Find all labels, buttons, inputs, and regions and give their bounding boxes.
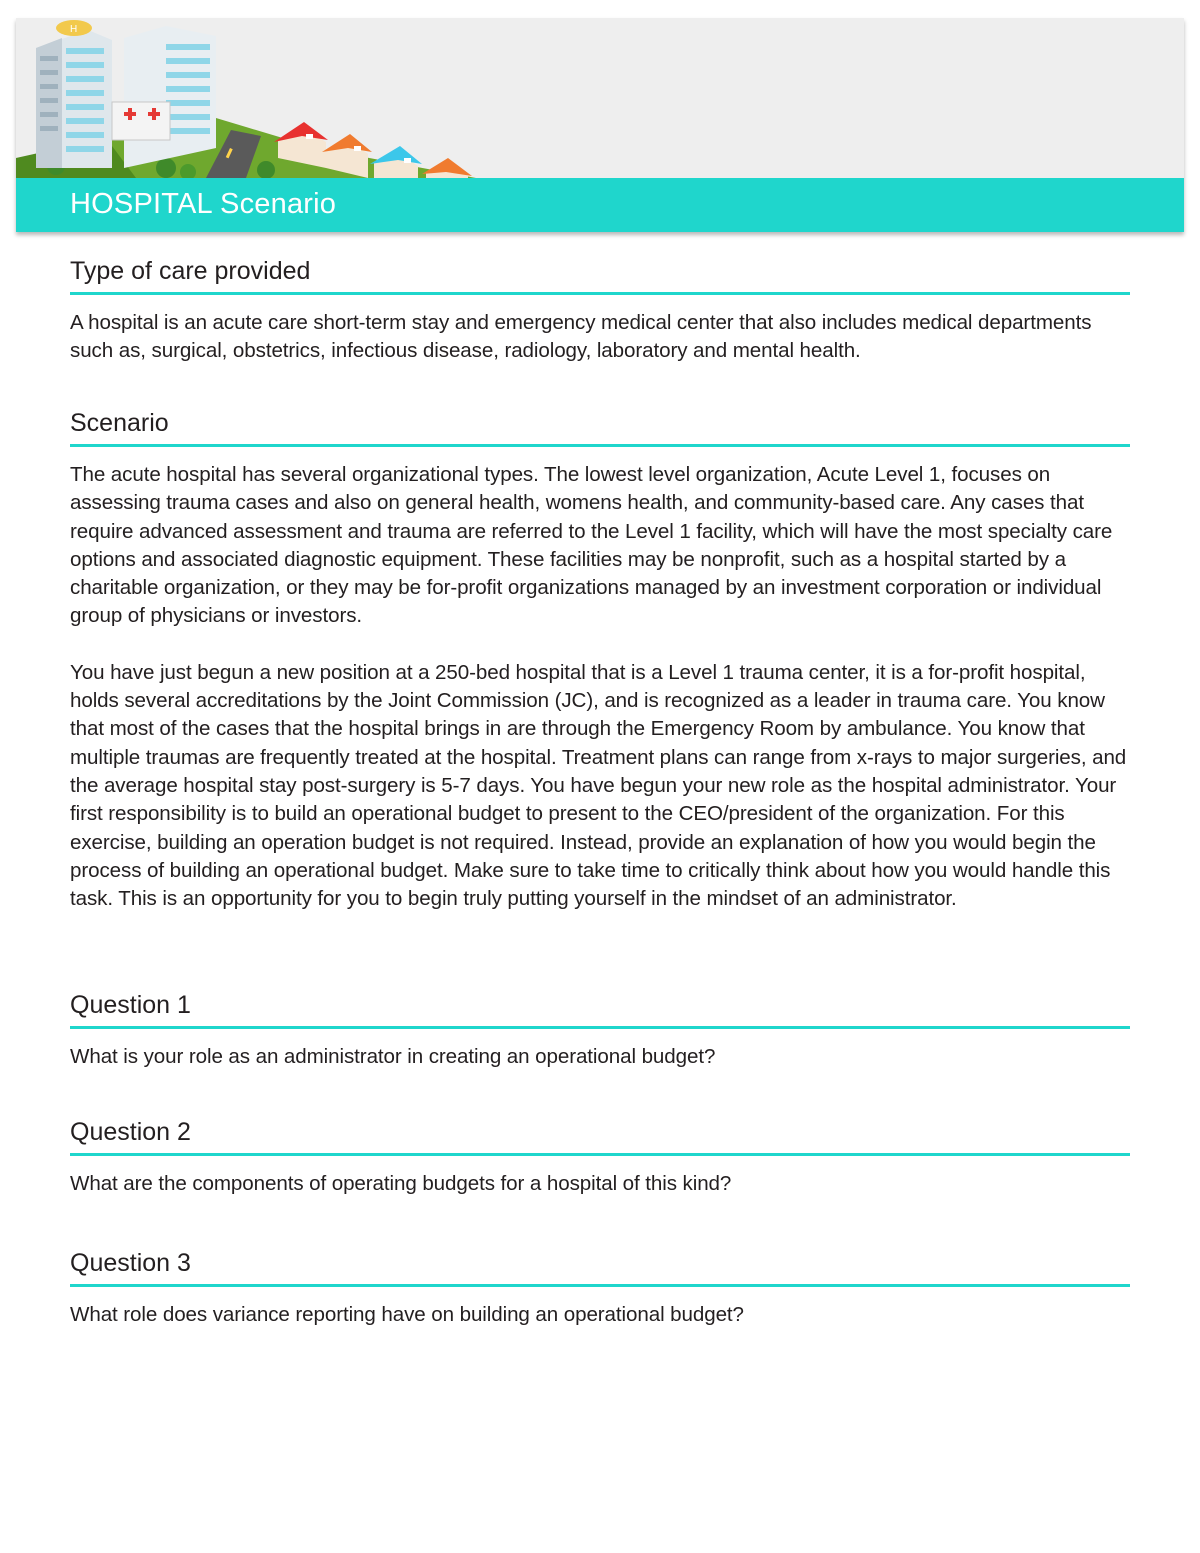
hospital-illustration (16, 18, 476, 178)
title-bar (16, 178, 1184, 232)
section-heading: Question 1 (70, 990, 1130, 1029)
question-text: What are the components of operating budgets for a hospital of this kind? (70, 1172, 732, 1195)
section-question-3 (70, 1248, 1130, 1329)
section-heading: Type of care provided (70, 256, 1130, 295)
section-scenario (70, 408, 1130, 913)
section-paragraph: A hospital is an acute care short-term stay and emergency medical center that also includes medical departments such as, surgical, obstetrics, infectious disease, radiology, laboratory and mental health. (70, 311, 1092, 363)
section-paragraph: You have just begun a new position at a 250-bed hospital that is a Level 1 trauma center, it is a for-profit hospital, holds several accreditations by the Joint Commission (JC), and is recognized as a leader in trauma care. You know that most of the cases that the hospital brings in are through the Emergency Room by ambulance. You know that multiple traumas are frequently treated at the hospital. Treatment plans can range from x-rays to major surgeries, and the average hospital stay post-surgery is 5-7 days. You have begun your new role as the hospital administrator. Your first responsibility is to build an operational budget to present to the CEO/president of the organization. For this exercise, building an operation budget is not required. Instead, provide an explanation of how you would begin the process of building an operational budget. Make sure to take time to critically think about how you would handle this task. This is an opportunity for you to begin truly putting yourself in the mindset of an administrator. (70, 660, 1127, 911)
banner-image-area (16, 18, 1184, 178)
svg-text:H: H (70, 24, 78, 35)
section-heading: Question 2 (70, 1117, 1130, 1156)
header-banner (16, 18, 1184, 232)
section-heading: Question 3 (70, 1248, 1130, 1287)
section-question-1 (70, 990, 1130, 1071)
section-question-2 (70, 1117, 1130, 1198)
question-text: What is your role as an administrator in creating an operational budget? (70, 1045, 716, 1068)
question-text: What role does variance reporting have on building an operational budget? (70, 1303, 744, 1326)
section-paragraph: The acute hospital has several organizational types. The lowest level organization, Acute Level 1, focuses on assessing trauma cases and also on general health, womens health, and community-based care. Any cases that require advanced assessment and trauma are referred to the Level 1 facility, which will have the most specialty care options and associated diagnostic equipment. These facilities may be nonprofit, such as a hospital started by a charitable organization, or they may be for-profit organizations managed by an investment corporation or individual group of physicians or investors. (70, 463, 1113, 628)
section-heading: Scenario (70, 408, 1130, 447)
section-type-of-care (70, 256, 1130, 366)
page-title: HOSPITAL Scenario (70, 188, 337, 220)
